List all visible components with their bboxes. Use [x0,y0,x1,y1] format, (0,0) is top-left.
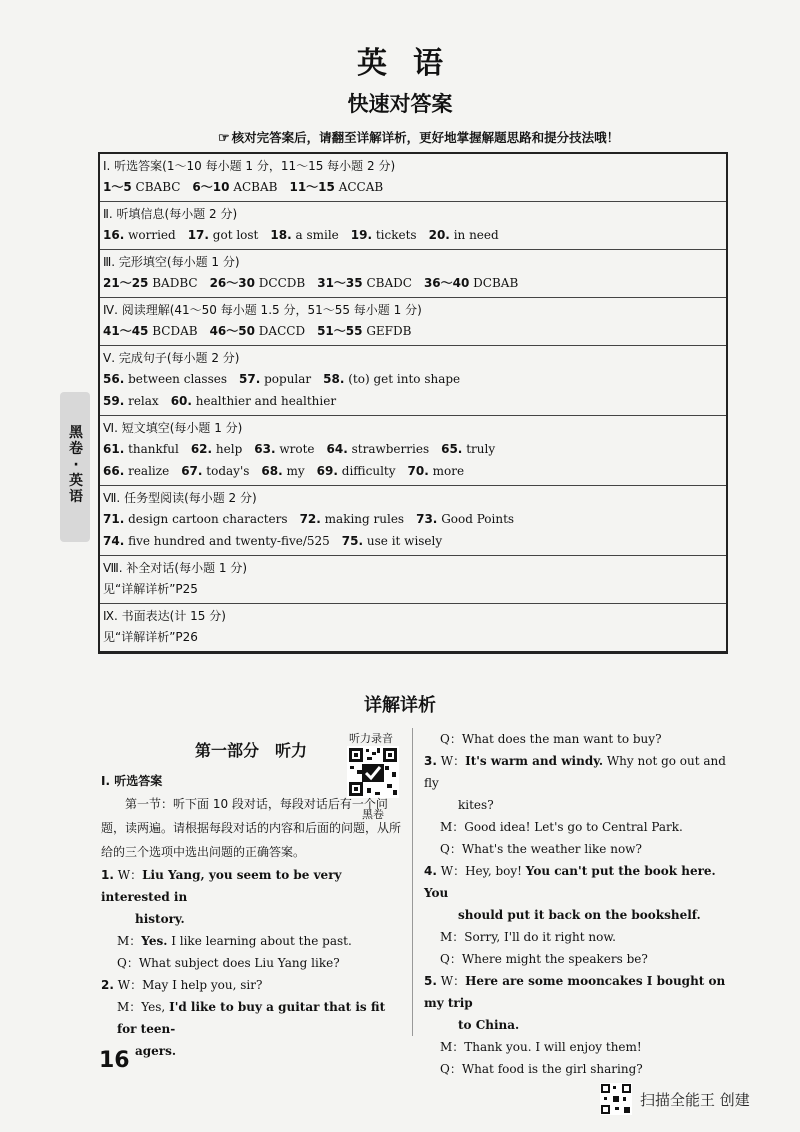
question-number: 64. [326,442,348,456]
answer-value: relax [128,394,159,408]
answer-line [103,224,723,246]
dialogue-text: Yes, [141,1000,170,1014]
stressed-text: Yes. [141,934,168,948]
answer-value: strawberries [351,442,430,456]
speaker-label: M： [117,1000,142,1014]
answer-item [270,228,338,242]
dialogue-line [424,838,734,860]
dialogue-line [424,750,734,794]
answer-line [103,530,723,552]
question-number: 11～15 [289,180,335,194]
dialogue-line [424,948,734,970]
speaker-label: M： [117,934,142,948]
answer-item [103,372,227,386]
answer-line [103,368,723,390]
dialogue-line [101,864,405,908]
answer-item [103,276,198,290]
speaker-label: W： [117,978,143,992]
question-number: 57. [239,372,261,386]
answer-value: wrote [279,442,315,456]
answer-value: in need [453,228,499,242]
question-number: 73. [416,512,438,526]
section-heading: Ⅴ. 完成句子(每小题 2 分) [103,351,240,365]
question-number: 72. [299,512,321,526]
speaker-label: M： [440,1040,465,1054]
question-number: 62. [190,442,213,456]
speaker-label: M： [440,820,465,834]
question-number: 65. [441,442,463,456]
detail-title: 详解详析 [364,695,436,716]
dialogue-line [424,1058,734,1080]
section-heading: Ⅳ. 阅读理解(41～50 每小题 1.5 分，51～55 每小题 1 分) [103,303,422,317]
side-tab-char: 英 [69,473,83,489]
question-number: 66. [103,464,125,478]
answer-item [210,324,306,338]
dialogue-line [424,794,734,816]
speaker-label: Q： [440,842,462,856]
answer-item [103,534,330,548]
answer-section [100,298,726,346]
answer-line [103,390,723,412]
answer-value: got lost [212,228,259,242]
dialogue-text: What does the man want to buy? [461,732,662,746]
dialogue-line [101,908,405,930]
section-heading: Ⅲ. 完形填空(每小题 1 分) [103,255,240,269]
answer-value: (to) get into shape [348,372,461,386]
dialogue-list-right [424,728,734,1080]
tip-text: 核对完答案后，请翻至详解详析，更好地掌握解题思路和提分技法哦！ [231,130,620,145]
answer-item [192,180,277,194]
answer-value: DCBAB [473,276,519,290]
question-number: 58. [323,372,345,386]
speaker-label: W： [117,868,143,882]
section-heading: Ⅵ. 短文填空(每小题 1 分) [103,421,243,435]
question-number: 71. [103,512,125,526]
dialogue-text: kites? [458,798,494,812]
dialogue-text: Hey, boy! [465,864,526,878]
section-heading: Ⅷ. 补全对话(每小题 1 分) [103,561,248,575]
speaker-label: Q： [440,1062,462,1076]
answer-value: help [215,442,243,456]
watermark-text: 扫描全能王 创建 [640,1090,750,1109]
answer-value: ACBAB [233,180,278,194]
qr-label: 听力录音 [349,732,393,745]
answer-item [103,512,288,526]
part-title: 第一部分 听力 [195,741,308,760]
page-title: 英语 [357,46,469,81]
answer-line [103,272,723,294]
answer-item [239,372,311,386]
side-tab-char: 黑 [69,425,83,441]
item-number: 1. [101,868,114,882]
answer-item [289,180,383,194]
dialogue-line [101,996,405,1040]
question-number: 19. [350,228,373,242]
dialogue-line [101,1040,405,1062]
question-number: 68. [261,464,283,478]
section-intro: 第一节：听下面 10 段对话，每段对话后有一个问题，读两遍。请根据每段对话的内容和后面的问题，从所给的三个选项中选出问题的正确答案。 [101,797,402,859]
dialogue-line [101,952,405,974]
question-number: 51～55 [317,324,363,338]
page-number: 16 [99,1048,130,1073]
question-number: 1～5 [103,180,132,194]
answer-item [424,276,518,290]
question-number: 6～10 [192,180,230,194]
answer-line [103,438,723,460]
question-number: 75. [341,534,364,548]
answer-value: making rules [324,512,405,526]
answer-value: ACCAB [338,180,384,194]
scanner-watermark [600,1083,750,1115]
question-number: 26～30 [209,276,255,290]
answer-item [103,228,176,242]
question-number: 61. [103,442,125,456]
dialogue-text: Thank you. I will enjoy them! [464,1040,642,1054]
answer-item [408,464,465,478]
dialogue-text: Good idea! Let's go to Central Park. [464,820,683,834]
speaker-label: W： [440,974,466,988]
answer-value: difficulty [341,464,396,478]
answer-value: CBADC [366,276,412,290]
stressed-text: It's warm and windy. [465,754,604,768]
speaker-label: Q： [117,956,139,970]
dialogue-text: May I help you, sir? [142,978,263,992]
dialogue-text: I like learning about the past. [167,934,352,948]
speaker-label: W： [440,864,466,878]
dialogue-text: Why not go out and fly [424,754,726,790]
question-number: 18. [270,228,292,242]
answer-item [103,464,169,478]
dialogue-line [424,1036,734,1058]
dialogue-text: What food is the girl sharing? [461,1062,643,1076]
dialogue-line [424,860,734,904]
answer-value: use it wisely [366,534,443,548]
dialogue-line [424,1014,734,1036]
dialogue-line [101,930,405,952]
question-number: 70. [407,464,429,478]
question-number: 74. [103,534,125,548]
left-column [101,770,405,1062]
dialogue-line [424,904,734,926]
section-heading: Ⅰ. 听选答案(1～10 每小题 1 分，11～15 每小题 2 分) [103,159,396,173]
answer-item [317,464,396,478]
stressed-text: to China. [458,1018,520,1032]
answer-item [188,228,259,242]
stressed-text: Here are some mooncakes I bought on my trip [424,974,726,1010]
answer-value: DCCDB [258,276,306,290]
answer-value: popular [264,372,312,386]
answer-value: BADBC [152,276,198,290]
answer-key-table [98,152,728,654]
answer-section [100,154,726,202]
stressed-text: history. [135,912,185,926]
answer-section [100,346,726,416]
watermark-qr-icon [600,1083,632,1115]
answer-value: realize [128,464,170,478]
answer-line [103,176,723,198]
qr-caption: 黑卷 [362,808,384,821]
column-divider [412,728,413,1036]
stressed-text: agers. [135,1044,177,1058]
side-tab-label [68,425,84,505]
answer-item [300,512,405,526]
speaker-label: Q： [440,952,462,966]
item-number: 3. [424,754,437,768]
speaker-label: M： [440,930,465,944]
answer-item [261,464,304,478]
see-reference: 见“详解详析”P25 [103,582,198,596]
answer-section [100,556,726,604]
answer-item [103,442,179,456]
question-number: 36～40 [423,276,470,290]
see-reference: 见“详解详析”P26 [103,630,198,644]
question-number: 59. [103,394,125,408]
question-number: 63. [254,442,276,456]
answer-item [103,180,180,194]
answer-item [327,442,430,456]
answer-item [254,442,314,456]
answer-item [103,324,198,338]
answer-value: more [432,464,465,478]
question-number: 41～45 [103,324,149,338]
answer-section [100,486,726,556]
answer-value: today's [206,464,250,478]
dialogue-text: What's the weather like now? [461,842,642,856]
answer-value: DACCD [258,324,306,338]
answer-value: five hundred and twenty-five/525 [128,534,330,548]
answer-value: worried [128,228,176,242]
answer-value: between classes [128,372,228,386]
item-number: 5. [424,974,437,988]
answer-item [416,512,514,526]
answer-value: truly [466,442,496,456]
section-heading: Ⅰ. 听选答案 [101,774,163,788]
answer-line [103,508,723,530]
answer-item [171,394,336,408]
answer-section [100,416,726,486]
answer-section [100,202,726,250]
answer-item [103,394,159,408]
answer-line [103,320,723,342]
answer-item [441,442,495,456]
item-number: 2. [101,978,114,992]
question-number: 21～25 [103,276,149,290]
question-number: 20. [428,228,450,242]
section-heading: Ⅸ. 书面表达(计 15 分) [103,609,226,623]
answer-item [429,228,499,242]
speaker-label: W： [440,754,466,768]
item-number: 4. [424,864,437,878]
answer-item [317,324,411,338]
question-number: 46～50 [209,324,255,338]
side-tab-char: 语 [69,489,83,505]
answer-item [317,276,412,290]
dialogue-text: What subject does Liu Yang like? [138,956,340,970]
dialogue-text: Sorry, I'll do it right now. [464,930,616,944]
stressed-text: Liu Yang, you seem to be very interested in [101,868,342,904]
answer-value: thankful [128,442,179,456]
answer-value: healthier and healthier [195,394,337,408]
answer-value: design cartoon characters [128,512,288,526]
question-number: 17. [187,228,209,242]
dialogue-line [424,970,734,1014]
answer-value: CBABC [135,180,181,194]
section-heading: Ⅱ. 听填信息(每小题 2 分) [103,207,238,221]
side-tab-char: · [73,457,79,473]
hand-pointer-icon: ☞ [218,131,230,146]
section-heading: Ⅶ. 任务型阅读(每小题 2 分) [103,491,257,505]
answer-line [103,460,723,482]
side-tab-char: 卷 [69,441,83,457]
answer-value: my [286,464,305,478]
dialogue-line [424,728,734,750]
answer-item [210,276,306,290]
answer-value: tickets [375,228,417,242]
answer-value: BCDAB [152,324,198,338]
dialogue-line [424,926,734,948]
question-number: 67. [181,464,203,478]
answer-item [342,534,442,548]
question-number: 56. [103,372,125,386]
tip-line [218,128,619,146]
dialogue-list-left [101,864,405,1062]
dialogue-text: Where might the speakers be? [461,952,648,966]
answer-value: GEFDB [366,324,412,338]
answer-section [100,604,726,653]
answer-item [191,442,242,456]
answer-item [351,228,417,242]
question-number: 31～35 [317,276,363,290]
stressed-text: should put it back on the bookshelf. [458,908,701,922]
stressed-text: I'd like to buy a guitar that is fit for teen- [117,1000,386,1036]
dialogue-line [424,816,734,838]
answer-section [100,250,726,298]
answer-value: a smile [295,228,339,242]
answer-item [181,464,249,478]
question-number: 60. [170,394,192,408]
question-number: 69. [316,464,338,478]
dialogue-line [101,974,405,996]
stressed-text: You can't put the book here. You [424,864,716,900]
page-subtitle: 快速对答案 [347,92,453,116]
answer-item [323,372,460,386]
question-number: 16. [103,228,125,242]
speaker-label: Q： [440,732,462,746]
answer-value: Good Points [441,512,515,526]
